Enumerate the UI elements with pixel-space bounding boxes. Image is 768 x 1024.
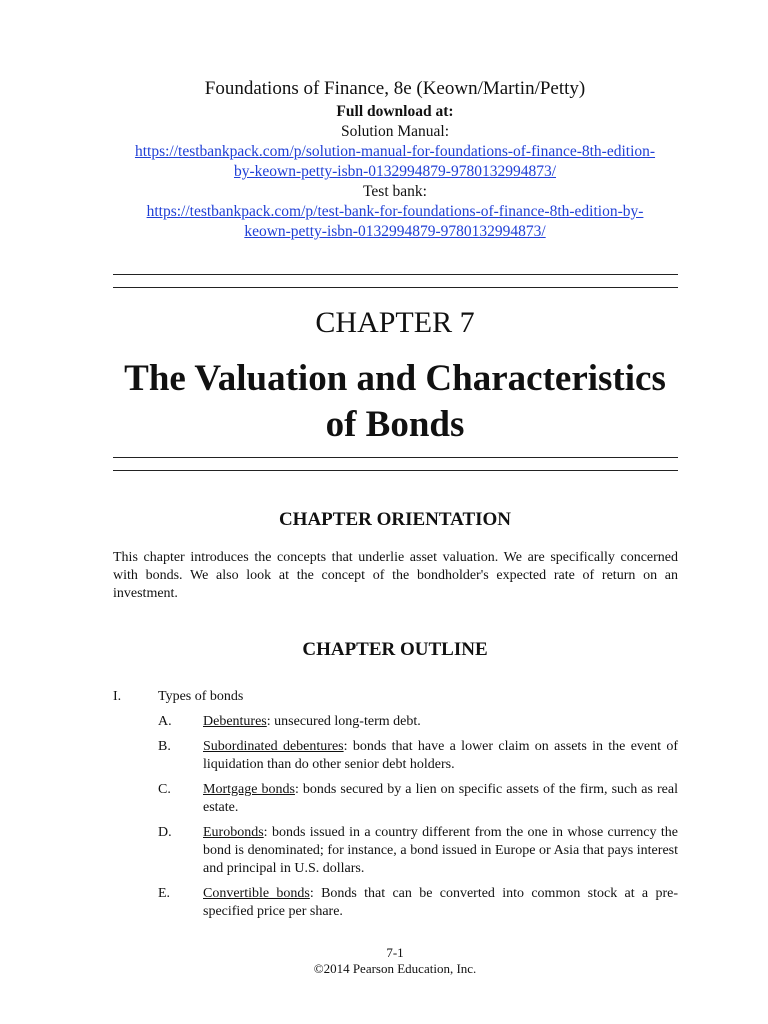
outline-item-term: Convertible bonds	[203, 886, 310, 901]
outline-item-letter: A.	[158, 714, 172, 729]
test-bank-label: Test bank:	[363, 183, 427, 200]
page-number: 7-1	[386, 945, 404, 960]
solution-manual-link[interactable]	[100, 142, 690, 182]
outline-item	[113, 781, 678, 817]
outline-item-definition: : bonds that have a lower claim on assets in the event of liquidation than do other senior debt holders.	[203, 739, 678, 772]
full-download-label: Full download at:	[336, 103, 454, 120]
orientation-heading: CHAPTER ORIENTATION	[278, 509, 512, 530]
outline-section	[113, 688, 678, 706]
outline-item-term: Debentures	[203, 714, 267, 729]
book-title: Foundations of Finance, 8e (Keown/Martin/Petty)	[204, 78, 586, 99]
outline-item-definition: : bonds issued in a country different from the one in whose currency the bond is denominated; for instance, a bond issued in Europe or Asia that pays interest and principal in U.S. dollars.	[203, 825, 678, 876]
document-header	[100, 76, 690, 242]
chapter-number: CHAPTER 7	[315, 306, 475, 339]
outline-item	[113, 885, 678, 921]
outline-item	[113, 713, 678, 731]
outline-item-letter: C.	[158, 782, 171, 797]
outline-heading: CHAPTER OUTLINE	[302, 639, 488, 660]
top-divider-2	[113, 287, 678, 288]
outline-item-definition: : unsecured long-term debt.	[266, 714, 421, 729]
chapter-title-line1: The Valuation and Characteristics	[124, 358, 666, 399]
outline-item-definition: : bonds secured by a lien on specific assets of the firm, such as real estate.	[203, 782, 678, 815]
copyright-notice: ©2014 Pearson Education, Inc.	[313, 961, 477, 976]
bottom-divider-2	[113, 470, 678, 471]
test-bank-url-line1[interactable]: https://testbankpack.com/p/test-bank-for-foundations-of-finance-8th-edition-by-	[146, 203, 644, 220]
chapter-title	[100, 356, 690, 448]
outline-item	[113, 824, 678, 878]
solution-manual-url-line1[interactable]: https://testbankpack.com/p/solution-manual-for-foundations-of-finance-8th-edition-	[134, 143, 656, 160]
chapter-title-line2: of Bonds	[325, 404, 465, 445]
orientation-paragraph: This chapter introduces the concepts that underlie asset valuation. We are specifically concerned with bonds. We also look at the concept of the bondholder's expected rate of return on an investment.	[113, 550, 678, 601]
test-bank-link[interactable]	[100, 202, 690, 242]
chapter-outline	[113, 688, 678, 928]
outline-item-letter: B.	[158, 739, 171, 754]
outline-item-term: Subordinated debentures	[203, 739, 344, 754]
solution-manual-label: Solution Manual:	[340, 123, 450, 140]
outline-item-letter: E.	[158, 886, 171, 901]
outline-item	[113, 738, 678, 774]
top-divider-1	[113, 274, 678, 275]
outline-item-term: Eurobonds	[203, 825, 264, 840]
bottom-divider-1	[113, 457, 678, 458]
test-bank-url-line2[interactable]: keown-petty-isbn-0132994879-9780132994873/	[244, 223, 546, 240]
solution-manual-url-line2[interactable]: by-keown-petty-isbn-0132994879-9780132994873/	[233, 163, 557, 180]
page-footer	[100, 945, 690, 977]
outline-item-definition: : Bonds that can be converted into common stock at a pre-specified price per share.	[203, 886, 678, 919]
outline-section-title: Types of bonds	[158, 689, 244, 704]
outline-item-letter: D.	[158, 825, 172, 840]
outline-item-term: Mortgage bonds	[203, 782, 295, 797]
outline-section-number: I.	[113, 689, 122, 704]
